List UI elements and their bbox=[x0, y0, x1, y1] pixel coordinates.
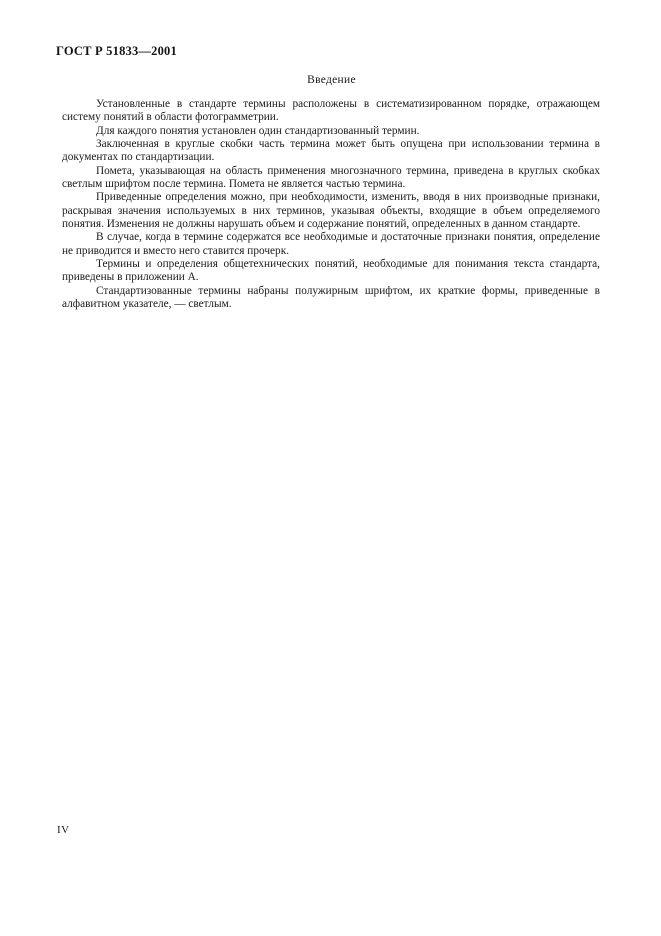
section-title bbox=[0, 74, 661, 86]
paragraph: Стандартизованные термины набраны полужирным шрифтом, их краткие формы, приведенные в алфавитном указателе, — светлым. bbox=[62, 284, 600, 311]
running-head-standard-number: ГОСТ Р 51833—2001 bbox=[56, 44, 177, 58]
paragraph: Установленные в стандарте термины расположены в систематизированном порядке, отражающем систему понятий в области фотограмметрии. bbox=[62, 98, 600, 124]
paragraph: В случае, когда в термине содержатся все необходимые и достаточные признаки понятия, определение не приводится и вместо него ставится прочерк. bbox=[62, 231, 600, 257]
paragraph: Помета, указывающая на область применения многозначного термина, приведена в круглых скобках светлым шрифтом после термина. Помета не является частью термина. bbox=[62, 164, 600, 191]
page-number: IV bbox=[57, 824, 70, 836]
paragraph: Термины и определения общетехнических понятий, необходимые для понимания текста стандарта, приведены в приложении А. bbox=[62, 258, 600, 284]
paragraph: Приведенные определения можно, при необходимости, изменить, вводя в них производные признаки, раскрывая значения используемых в них терминов, указывая объекты, входящие в объем определяемого понятия. Изменения не должны нарушать объем и содержание понятий, определенных в данном стандарте. bbox=[62, 191, 600, 231]
section-title-text: Введение bbox=[307, 74, 356, 86]
body-text-column bbox=[62, 98, 600, 312]
paragraph: Для каждого понятия установлен один стандартизованный термин. bbox=[96, 124, 420, 137]
paragraph: Заключенная в круглые скобки часть термина может быть опущена при использовании термина в документах по стандартизации. bbox=[62, 138, 600, 164]
